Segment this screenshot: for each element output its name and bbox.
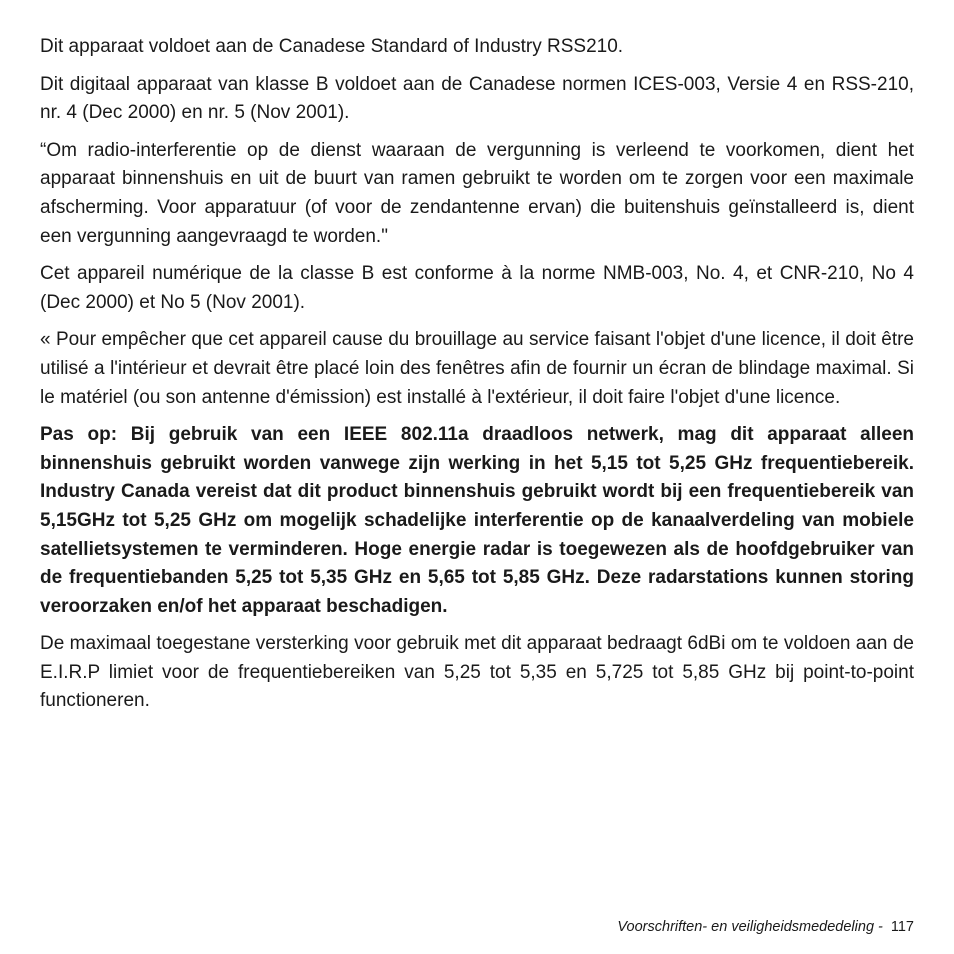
document-body bbox=[40, 33, 914, 725]
paragraph-classe-b-nmb003: Cet appareil numérique de la classe B est conforme à la norme NMB-003, No. 4, et CNR-210, No 4 (Dec 2000) et No 5 (Nov 2001). bbox=[40, 263, 914, 313]
paragraph-class-b-ices003: Dit digitaal apparaat van klasse B voldoet aan de Canadese normen ICES-003, Versie 4 en RSS-210, nr. 4 (Dec 2000) en nr. 5 (Nov 2001). bbox=[40, 73, 914, 124]
footer-title: Voorschriften- en veiligheidsmededeling - bbox=[617, 919, 883, 935]
paragraph-brouillage-fr: « Pour empêcher que cet appareil cause du brouillage au service faisant l'objet d'une licence, il doit être utilisé a l'intérieur et devrait être placé loin des fenêtres afin de fournir un écran de blindage maximal. Si le matériel (ou son antenne d'émission) est installé à l'extérieur, il doit faire l'objet d'une licence. bbox=[40, 329, 914, 408]
paragraph-warning-ieee80211a: Pas op: Bij gebruik van een IEEE 802.11a draadloos netwerk, mag dit apparaat alleen binnenshuis gebruikt worden vanwege zijn werking in het 5,15 tot 5,25 GHz frequentiebereik. Industry Canada vereist dat dit product binnenshuis gebruikt wordt bij een frequentiebereik van 5,15GHz tot 5,25 GHz om mogelijk schadelijke interferentie op de kanaalverdeling van mobiele satellietsystemen te verminderen. Hoge energie radar is toegewezen als de hoofdgebruiker van de frequentiebanden 5,25 tot 5,35 GHz en 5,65 tot 5,85 GHz. Deze radarstations kunnen storing veroorzaken en/of het apparaat beschadigen. bbox=[40, 424, 914, 617]
page-footer bbox=[617, 918, 914, 936]
paragraph-max-gain-eirp: De maximaal toegestane versterking voor gebruik met dit apparaat bedraagt 6dBi om te voldoen aan de E.I.R.P limiet voor de frequentiebereiken van 5,25 tot 5,35 en 5,725 tot 5,85 GHz bij point-to-point functioneren. bbox=[40, 633, 914, 712]
page-number: 117 bbox=[890, 919, 914, 935]
paragraph-radio-interference-nl: “Om radio-interferentie op de dienst waaraan de vergunning is verleend te voorkomen, dient het apparaat binnenshuis en uit de buurt van ramen gebruikt te worden om te zorgen voor een maximale afscherming. Voor apparatuur (of voor de zendantenne ervan) die buitenshuis geïnstalleerd is, dient een vergunning aangevraagd te worden." bbox=[40, 139, 914, 247]
paragraph-canada-rss210: Dit apparaat voldoet aan de Canadese Standard of Industry RSS210. bbox=[40, 36, 624, 57]
